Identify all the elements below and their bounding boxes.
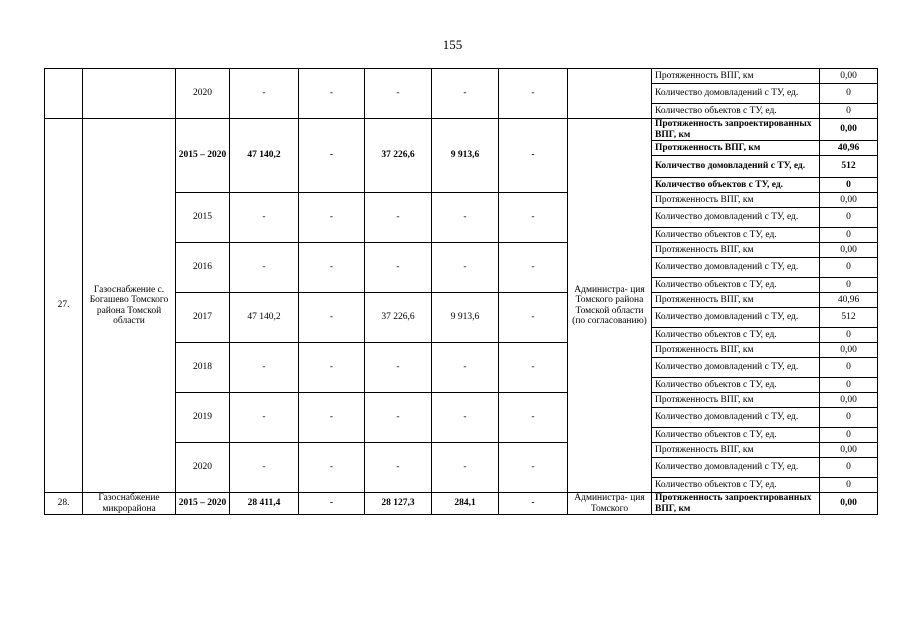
- amount-cell: 9 913,6: [432, 119, 499, 193]
- indicator-name: Количество домовладений с ТУ, ед.: [652, 208, 820, 228]
- indicator-value: 0: [820, 428, 878, 443]
- indicator-name: Количество объектов с ТУ, ед.: [652, 328, 820, 343]
- page-number: 155: [442, 37, 463, 52]
- amount-cell: -: [499, 443, 568, 493]
- indicator-name: Протяженность запроектированных ВПГ, км: [652, 119, 820, 141]
- indicator-name: Протяженность ВПГ, км: [652, 243, 820, 258]
- amount-cell: -: [499, 119, 568, 193]
- amount-cell: 28 411,4: [230, 493, 299, 515]
- indicator-value: 0: [820, 328, 878, 343]
- indicator-value: 0: [820, 358, 878, 378]
- indicator-value: 0: [820, 104, 878, 119]
- indicator-name: Количество домовладений с ТУ, ед.: [652, 408, 820, 428]
- indicator-value: 0,00: [820, 119, 878, 141]
- amount-cell: -: [230, 443, 299, 493]
- amount-cell: -: [230, 243, 299, 293]
- name-cell: Газоснабжение с. Богашево Томского района Томской области: [83, 119, 176, 493]
- indicator-value: 0,00: [820, 493, 878, 515]
- indicator-value: 0,00: [820, 443, 878, 458]
- indicator-value: 0: [820, 228, 878, 243]
- indicator-value: 0: [820, 84, 878, 104]
- amount-cell: 47 140,2: [230, 293, 299, 343]
- indicator-value: 0: [820, 408, 878, 428]
- amount-cell: -: [499, 293, 568, 343]
- amount-cell: -: [299, 119, 365, 193]
- indicator-value: 0,00: [820, 69, 878, 84]
- amount-cell: -: [432, 343, 499, 393]
- indicator-name: Количество домовладений с ТУ, ед.: [652, 308, 820, 328]
- number-cell: [45, 69, 83, 119]
- table-row: [45, 493, 878, 515]
- indicator-name: Количество объектов с ТУ, ед.: [652, 178, 820, 193]
- amount-cell: -: [299, 343, 365, 393]
- amount-cell: -: [365, 343, 432, 393]
- indicator-name: Количество объектов с ТУ, ед.: [652, 278, 820, 293]
- indicator-name: Количество объектов с ТУ, ед.: [652, 104, 820, 119]
- indicator-name: Протяженность ВПГ, км: [652, 69, 820, 84]
- amount-cell: -: [299, 443, 365, 493]
- name-cell: [83, 69, 176, 119]
- period-cell: 2015 – 2020: [176, 119, 230, 193]
- indicator-name: Протяженность ВПГ, км: [652, 293, 820, 308]
- amount-cell: -: [432, 193, 499, 243]
- indicator-value: 0: [820, 458, 878, 478]
- amount-cell: 28 127,3: [365, 493, 432, 515]
- indicator-name: Количество объектов с ТУ, ед.: [652, 228, 820, 243]
- amount-cell: -: [499, 69, 568, 119]
- year-cell: 2016: [176, 243, 230, 293]
- amount-cell: 37 226,6: [365, 119, 432, 193]
- name-cell: Газоснабжение микрорайона: [83, 493, 176, 515]
- indicator-value: 512: [820, 156, 878, 178]
- amount-cell: -: [365, 243, 432, 293]
- amount-cell: -: [499, 393, 568, 443]
- indicator-name: Количество домовладений с ТУ, ед.: [652, 258, 820, 278]
- indicator-value: 0,00: [820, 343, 878, 358]
- indicator-value: 0,00: [820, 393, 878, 408]
- amount-cell: -: [230, 393, 299, 443]
- indicator-name: Количество домовладений с ТУ, ед.: [652, 458, 820, 478]
- amount-cell: -: [432, 393, 499, 443]
- indicator-name: Количество домовладений с ТУ, ед.: [652, 156, 820, 178]
- table-row: [45, 69, 878, 84]
- amount-cell: 284,1: [432, 493, 499, 515]
- amount-cell: 47 140,2: [230, 119, 299, 193]
- amount-cell: -: [499, 493, 568, 515]
- indicator-name: Протяженность ВПГ, км: [652, 141, 820, 156]
- indicator-value: 512: [820, 308, 878, 328]
- amount-cell: -: [499, 343, 568, 393]
- amount-cell: -: [499, 243, 568, 293]
- amount-cell: -: [299, 69, 365, 119]
- amount-cell: -: [299, 393, 365, 443]
- indicator-value: 0: [820, 258, 878, 278]
- number-cell: 28.: [45, 493, 83, 515]
- indicator-name: Протяженность ВПГ, км: [652, 443, 820, 458]
- year-cell: 2017: [176, 293, 230, 343]
- amount-cell: -: [299, 193, 365, 243]
- amount-cell: -: [365, 69, 432, 119]
- amount-cell: -: [365, 193, 432, 243]
- indicator-name: Количество объектов с ТУ, ед.: [652, 378, 820, 393]
- indicator-name: Протяженность ВПГ, км: [652, 393, 820, 408]
- year-cell: 2020: [176, 69, 230, 119]
- amount-cell: -: [299, 293, 365, 343]
- indicator-name: Количество домовладений с ТУ, ед.: [652, 358, 820, 378]
- year-cell: 2018: [176, 343, 230, 393]
- amount-cell: -: [299, 493, 365, 515]
- table-row: [45, 119, 878, 141]
- executor-cell: Администра- ция Томского: [568, 493, 652, 515]
- amount-cell: 9 913,6: [432, 293, 499, 343]
- indicator-name: Протяженность ВПГ, км: [652, 193, 820, 208]
- indicator-value: 0: [820, 208, 878, 228]
- year-cell: 2020: [176, 443, 230, 493]
- executor-cell: [568, 69, 652, 119]
- indicator-value: 0: [820, 278, 878, 293]
- amount-cell: -: [499, 193, 568, 243]
- indicator-value: 0,00: [820, 193, 878, 208]
- amount-cell: -: [432, 69, 499, 119]
- amount-cell: -: [432, 443, 499, 493]
- executor-cell: Администра- ция Томского района Томской области (по согласованию): [568, 119, 652, 493]
- indicator-name: Количество объектов с ТУ, ед.: [652, 428, 820, 443]
- amount-cell: -: [365, 443, 432, 493]
- indicator-name: Количество объектов с ТУ, ед.: [652, 478, 820, 493]
- number-cell: 27.: [45, 119, 83, 493]
- amount-cell: -: [365, 393, 432, 443]
- period-cell: 2015 – 2020: [176, 493, 230, 515]
- indicator-name: Количество домовладений с ТУ, ед.: [652, 84, 820, 104]
- year-cell: 2015: [176, 193, 230, 243]
- amount-cell: -: [230, 343, 299, 393]
- amount-cell: -: [299, 243, 365, 293]
- amount-cell: -: [230, 193, 299, 243]
- indicator-value: 0,00: [820, 243, 878, 258]
- year-cell: 2019: [176, 393, 230, 443]
- amount-cell: -: [230, 69, 299, 119]
- indicator-value: 40,96: [820, 293, 878, 308]
- program-table: [44, 68, 878, 515]
- indicator-value: 40,96: [820, 141, 878, 156]
- indicator-value: 0: [820, 378, 878, 393]
- amount-cell: -: [432, 243, 499, 293]
- indicator-name: Протяженность ВПГ, км: [652, 343, 820, 358]
- indicator-value: 0: [820, 178, 878, 193]
- amount-cell: 37 226,6: [365, 293, 432, 343]
- indicator-name: Протяженность запроектированных ВПГ, км: [652, 493, 820, 515]
- indicator-value: 0: [820, 478, 878, 493]
